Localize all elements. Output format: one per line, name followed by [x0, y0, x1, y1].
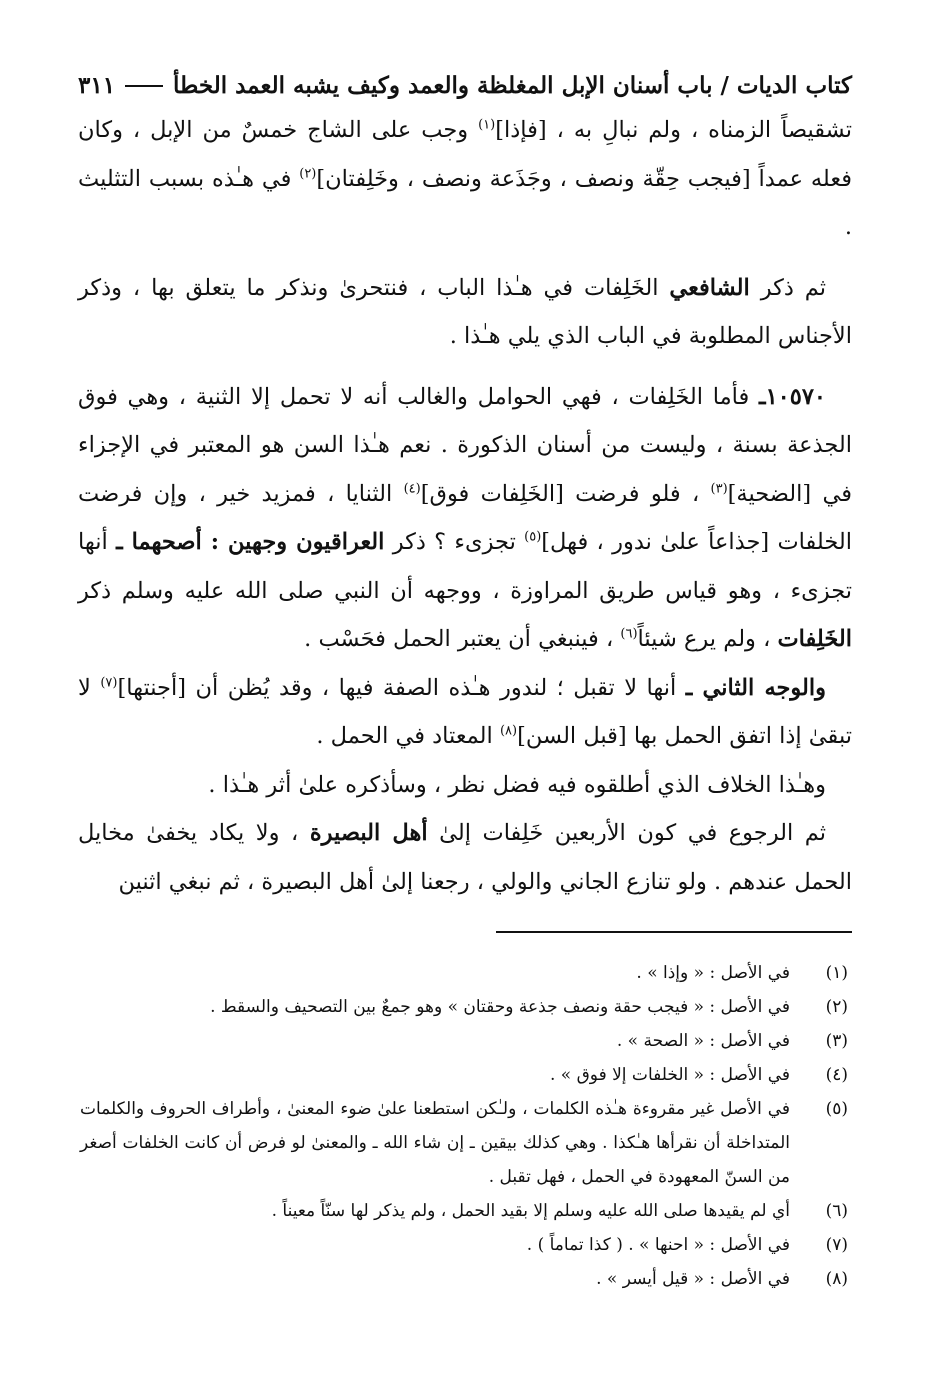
text-run: ، ولا يكاد يخفىٰ مخايل الحمل عندهم . ولو تنازع الجاني والولي ، رجعنا إلىٰ أهل البصيرة ، ثم نبغي اثنين	[78, 820, 852, 895]
footnote-number: (٨)	[825, 1269, 848, 1289]
footnote	[78, 956, 852, 990]
paragraph-5	[78, 761, 852, 810]
footnote	[78, 1262, 852, 1296]
footnote-ref-6: (٦)	[620, 626, 638, 642]
footnote-text: أي لم يقيدها صلى الله عليه وسلم إلا بقيد الحمل ، ولم يذكر لها سنّاً معيناً .	[271, 1201, 790, 1221]
footnote-text: في الأصل : « الصحة » .	[616, 1031, 790, 1051]
footnote-text: في الأصل : « احنها » . ( كذا تماماً ) .	[526, 1235, 790, 1255]
footnote-text: في الأصل غير مقروءة هـٰذه الكلمات ، ولـٰكن استطعنا علىٰ ضوء المعنىٰ ، وأطراف الحروف والكلمات المتداخلة أن نقرأها هـٰكذا . وهي كذلك بيقين ـ إن شاء الله ـ والمعنىٰ لو فرض أن كانت الخلفات أصغر من السنّ المعهودة في الحمل ، فهل تقبل .	[80, 1099, 790, 1187]
header-title: كتاب الديات / باب أسنان الإبل المغلظة والعمد وكيف يشبه العمد الخطأ	[172, 72, 852, 99]
paragraph-2	[78, 264, 852, 361]
footnote-number: (٧)	[825, 1235, 848, 1255]
book-page	[78, 66, 852, 1366]
paragraph-4	[78, 664, 852, 761]
header-dash	[125, 85, 163, 87]
footnote-number: (٢)	[825, 997, 848, 1017]
text-run: تجزىء ؟ ذكر	[384, 529, 525, 555]
footnote-ref-3: (٣)	[710, 481, 728, 496]
footnote-number: (٦)	[825, 1201, 848, 1221]
text-run: ، ولم يرع شيئاً	[637, 626, 778, 652]
footnote-separator	[496, 931, 852, 933]
footnote-ref-7: (٧)	[100, 675, 118, 690]
footnote-number: (٤)	[825, 1065, 848, 1085]
bold-term: الشافعي	[669, 274, 750, 301]
main-text	[78, 106, 852, 906]
paragraph-1	[78, 106, 852, 252]
footnote-ref-4: (٤)	[403, 481, 421, 496]
footnote-ref-8: (٨)	[499, 723, 518, 739]
text-run: ، فلو فرضت [الخَلِفات فوق]	[420, 480, 711, 507]
text-run: ، فينبغي أن يعتبر الحمل فحَسْب .	[304, 626, 621, 652]
text-run: الثنايا ، فمزيد خير ، وإن فرضت الخلفات [جذاعاً علىٰ ندور ، فهل]	[78, 480, 852, 555]
text-run: أنها لا تقبل ؛ لندور هـٰذه الصفة فيها ، وقد يُظن أن [أجنتها]	[117, 674, 686, 701]
running-header	[78, 66, 852, 106]
text-run: تشقيصاً الزمناه ، ولم نبالِ به ، [فإذا]	[495, 117, 853, 143]
text-run: فأما الخَلِفات ، فهي الحوامل والغالب أنه لا تحمل إلا الثنية ، وهي فوق الجذعة بسنة ، وليست من أسنان الذكورة . نعم هـٰذا السن هو المعتبر في الإجزاء في [الضحية]	[78, 383, 852, 507]
paragraph-3	[78, 373, 852, 664]
text-run: في هـٰذه بسبب التثليث .	[78, 165, 852, 240]
text-run: وهـٰذا الخلاف الذي أطلقوه فيه فضل نظر ، وسأذكره علىٰ أثر هـٰذا .	[208, 771, 826, 798]
footnote-text: في الأصل : « فيجب حقة ونصف جذعة وحقتان » وهو جمعٌ بين التصحيف والسقط .	[210, 997, 790, 1017]
text-run: ثم ذكر	[749, 274, 826, 301]
footnote-text: في الأصل : « وإذا » .	[636, 963, 790, 983]
page-number: ٣١١	[78, 72, 116, 99]
footnote-number: (١)	[825, 963, 848, 983]
footnote	[78, 1194, 852, 1228]
text-run: أنها تجزىء ، وهو قياس طريق المراوزة ، ووجهه أن النبي صلى الله عليه وسلم ذكر	[78, 529, 852, 604]
bold-term: الخَلِفات	[777, 626, 852, 652]
footnote-ref-5: (٥)	[524, 529, 542, 545]
text-run: المعتاد في الحمل .	[316, 723, 500, 749]
footnote-text: في الأصل : « قيل أيسر » .	[596, 1269, 790, 1289]
footnote	[78, 990, 852, 1024]
footnote	[78, 1058, 852, 1092]
text-run: وجب على الشاج خمسٌ من الإبل ، وكان فعله عمداً [فيجب حِقّة ونصف ، وجَذَعة ونصف ، وخَلِفتان]	[78, 117, 852, 192]
bold-term: العراقيون وجهين : أصحهما ـ	[116, 529, 385, 555]
bold-term: أهل البصيرة	[309, 820, 428, 846]
footnotes	[78, 956, 852, 1296]
footnote	[78, 1024, 852, 1058]
section-number: ١٠٥٧٠ـ	[758, 383, 826, 410]
footnote-number: (٣)	[825, 1031, 848, 1051]
footnote-ref-2: (٢)	[299, 166, 317, 181]
footnote-text: في الأصل : « الخلفات إلا فوق » .	[550, 1065, 790, 1085]
footnote-ref-1: (١)	[478, 117, 496, 133]
paragraph-6	[78, 809, 852, 906]
text-run: ثم الرجوع في كون الأربعين خَلِفات إلىٰ	[427, 820, 826, 846]
text-run: لا تبقىٰ إذا اتفق الحمل بها [قبل السن]	[78, 674, 852, 749]
footnote-number: (٥)	[825, 1099, 848, 1119]
footnote	[78, 1228, 852, 1262]
footnote	[78, 1092, 852, 1194]
text-run: الخَلِفات في هـٰذا الباب ، فنتحرىٰ ونذكر ما يتعلق بها ، وذكر الأجناس المطلوبة في الباب الذي يلي هـٰذا .	[78, 274, 852, 349]
bold-term: والوجه الثاني ـ	[685, 674, 827, 701]
